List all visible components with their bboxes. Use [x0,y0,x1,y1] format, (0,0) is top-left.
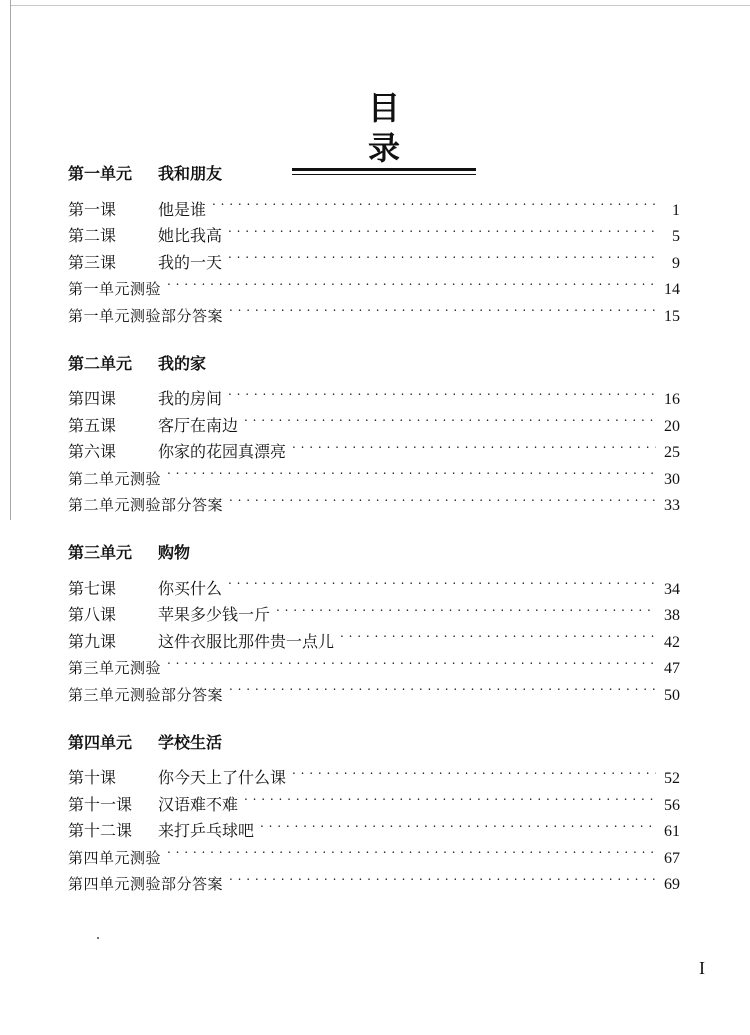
dot-leader [167,647,656,674]
entry-page-number: 20 [664,417,680,435]
entry-page-number: 47 [664,660,680,677]
entry-page-number: 67 [664,849,680,867]
lesson-number: 第九课 [68,631,117,651]
dot-leader [228,378,656,405]
entry-page-number: 50 [664,686,680,704]
unit-heading-title: 购物 [158,543,191,562]
entry-title: 我的一天 [158,252,223,272]
scan-edge-left [10,0,11,520]
lesson-number: 第七课 [68,578,117,598]
entry-page-number: 9 [672,254,680,272]
unit-heading-number: 第二单元 [68,353,133,373]
unit-heading[interactable] [68,729,680,757]
entry-page-number: 30 [664,470,680,488]
dot-leader [340,620,656,647]
entry-page-number: 52 [664,770,680,787]
toc-lesson-entry[interactable] [68,188,680,219]
toc-unit [68,160,680,325]
entry-title: 第一单元测验 [68,280,162,298]
dot-leader [228,241,656,268]
dot-leader [228,215,656,242]
entry-title: 苹果多少钱一斤 [158,605,271,624]
lesson-number: 第十二课 [68,821,133,840]
unit-heading[interactable] [68,539,680,567]
unit-heading-number: 第四单元 [68,732,133,752]
scan-speck [97,937,99,939]
dot-leader [212,188,656,215]
unit-heading-number: 第三单元 [68,543,133,562]
toc-unit [68,539,680,704]
dot-leader [244,783,656,810]
toc-unit [68,350,680,514]
entry-page-number: 34 [664,580,680,598]
table-of-contents [68,160,680,893]
lesson-number: 第五课 [68,415,117,435]
unit-heading-title: 我和朋友 [158,164,223,183]
entry-page-number: 14 [664,281,680,298]
lesson-number: 第四课 [68,389,117,408]
entry-title: 你家的花园真漂亮 [158,442,287,461]
entry-page-number: 16 [664,391,680,408]
toc-title: 目 录 [367,89,436,167]
dot-leader [229,863,656,890]
entry-page-number: 5 [672,228,680,245]
entry-page-number: 38 [664,607,680,624]
entry-title: 第三单元测验 [68,659,162,677]
entry-title: 第三单元测验部分答案 [68,685,224,704]
dot-leader [229,294,656,321]
entry-page-number: 69 [664,876,680,893]
page-number: I [699,958,705,978]
entry-page-number: 1 [672,201,680,219]
unit-heading[interactable] [68,350,680,378]
entry-page-number: 15 [664,307,680,325]
dot-leader [228,567,656,594]
toc-unit [68,729,680,893]
entry-page-number: 33 [664,497,680,514]
toc-lesson-entry[interactable] [68,567,680,598]
entry-page-number: 42 [664,633,680,651]
lesson-number: 第十课 [68,768,117,787]
unit-heading-title: 我的家 [158,353,207,373]
scan-edge-top [10,0,750,6]
dot-leader [167,457,656,484]
entry-title: 客厅在南边 [158,415,239,435]
toc-lesson-entry[interactable] [68,378,680,408]
entry-title: 汉语难不难 [158,794,239,814]
entry-title: 来打乒乓球吧 [158,821,255,840]
entry-title: 她比我高 [158,226,223,245]
entry-title: 我的房间 [158,389,223,408]
dot-leader [229,484,656,511]
toc-lesson-entry[interactable] [68,757,680,787]
entry-title: 第四单元测验 [68,848,162,867]
dot-leader [229,673,656,700]
lesson-number: 第十一课 [68,794,133,814]
entry-page-number: 25 [664,444,680,461]
entry-title: 第二单元测验 [68,469,162,488]
lesson-number: 第一课 [68,199,117,219]
lesson-number: 第二课 [68,226,117,245]
lesson-number: 第三课 [68,252,117,272]
dot-leader [260,810,656,837]
unit-heading[interactable] [68,160,680,188]
dot-leader [167,836,656,863]
unit-heading-number: 第一单元 [68,164,133,183]
entry-page-number: 56 [664,796,680,814]
entry-title: 第四单元测验部分答案 [68,875,224,893]
dot-leader [276,594,656,621]
entry-title: 这件衣服比那件贵一点儿 [158,631,335,651]
unit-heading-title: 学校生活 [158,732,223,752]
dot-leader [244,404,656,431]
dot-leader [292,757,656,784]
lesson-number: 第六课 [68,442,117,461]
dot-leader [167,268,656,295]
entry-title: 你买什么 [158,578,223,598]
entry-page-number: 61 [664,823,680,840]
lesson-number: 第八课 [68,605,117,624]
dot-leader [292,431,656,458]
entry-title: 第二单元测验部分答案 [68,496,224,514]
entry-title: 他是谁 [158,199,207,219]
entry-title: 你今天上了什么课 [158,768,287,787]
entry-title: 第一单元测验部分答案 [68,306,224,325]
